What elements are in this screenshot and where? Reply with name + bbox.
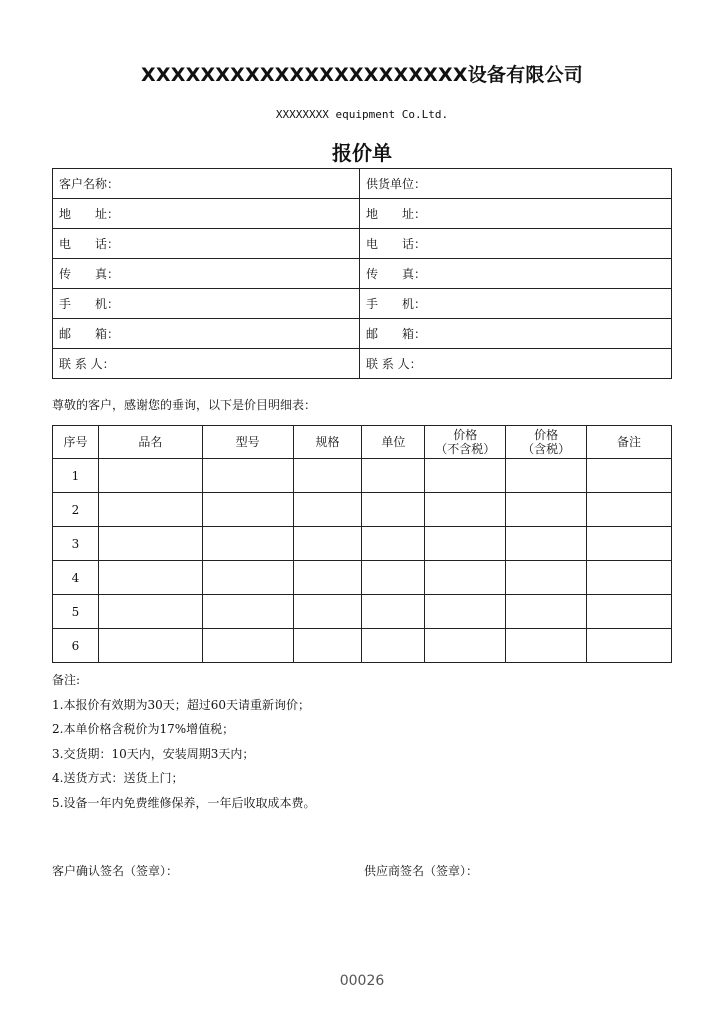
header-unit: 单位 [362, 426, 425, 459]
row-index: 2 [53, 493, 99, 527]
notes-section [52, 668, 315, 815]
document-title: 报价单 [332, 141, 392, 165]
row-index: 1 [53, 459, 99, 493]
table-row [53, 459, 672, 493]
info-label-email: 邮 箱： [53, 319, 360, 349]
supplier-signature-label: 供应商签名（签章）： [364, 864, 479, 878]
info-label-supplier-fax: 传 真： [360, 259, 672, 289]
info-label-phone: 电 话： [53, 229, 360, 259]
info-label-fax: 传 真： [53, 259, 360, 289]
header-spec: 规格 [293, 426, 362, 459]
info-label-supplier-email: 邮 箱： [360, 319, 672, 349]
company-name-cn: XXXXXXXXXXXXXXXXXXXXXX设备有限公司 [141, 64, 583, 86]
header-model: 型号 [202, 426, 293, 459]
note-item: 3.交货期：10天内，安装周期3天内； [52, 746, 255, 761]
info-row [53, 349, 672, 379]
info-label-contact: 联 系 人： [53, 349, 360, 379]
info-row [53, 319, 672, 349]
info-label-customer-name: 客户名称： [53, 169, 360, 199]
note-item: 5.设备一年内免费维修保养，一年后收取成本费。 [52, 795, 316, 810]
table-header-row [53, 426, 672, 459]
info-label-supplier-mobile: 手 机： [360, 289, 672, 319]
row-index: 6 [53, 629, 99, 663]
customer-signature-label: 客户确认签名（签章）： [52, 864, 179, 878]
info-label-supplier-address: 地 址： [360, 199, 672, 229]
row-index: 3 [53, 527, 99, 561]
contact-info-table [52, 168, 672, 379]
table-row [53, 629, 672, 663]
row-index: 4 [53, 561, 99, 595]
header-price-incl-tax: 价格 （含税） [506, 426, 587, 459]
header-index: 序号 [53, 426, 99, 459]
table-row [53, 493, 672, 527]
table-row [53, 561, 672, 595]
row-index: 5 [53, 595, 99, 629]
info-label-address: 地 址： [53, 199, 360, 229]
info-row [53, 289, 672, 319]
note-item: 2.本单价格含税价为17%增值税； [52, 722, 235, 736]
table-row [53, 527, 672, 561]
info-row [53, 199, 672, 229]
notes-heading: 备注: [52, 673, 81, 687]
info-row [53, 259, 672, 289]
info-row [53, 169, 672, 199]
info-label-supplier-contact: 联 系 人： [360, 349, 672, 379]
header-remark: 备注 [587, 426, 672, 459]
company-name-en: XXXXXXXX equipment Co.Ltd. [275, 108, 449, 121]
price-items-table [52, 425, 672, 663]
header-price-excl-tax: 价格 （不含税） [425, 426, 506, 459]
table-row [53, 595, 672, 629]
info-label-supplier-phone: 电 话： [360, 229, 672, 259]
header-product-name: 品名 [98, 426, 202, 459]
info-label-mobile: 手 机： [53, 289, 360, 319]
page-number: 00026 [339, 973, 385, 989]
info-label-supplier: 供货单位： [360, 169, 672, 199]
intro-text: 尊敬的客户，感谢您的垂询，以下是价目明细表： [52, 398, 317, 412]
note-item: 4.送货方式：送货上门； [52, 771, 184, 785]
note-item: 1.本报价有效期为30天；超过60天请重新询价； [52, 697, 310, 712]
info-row [53, 229, 672, 259]
